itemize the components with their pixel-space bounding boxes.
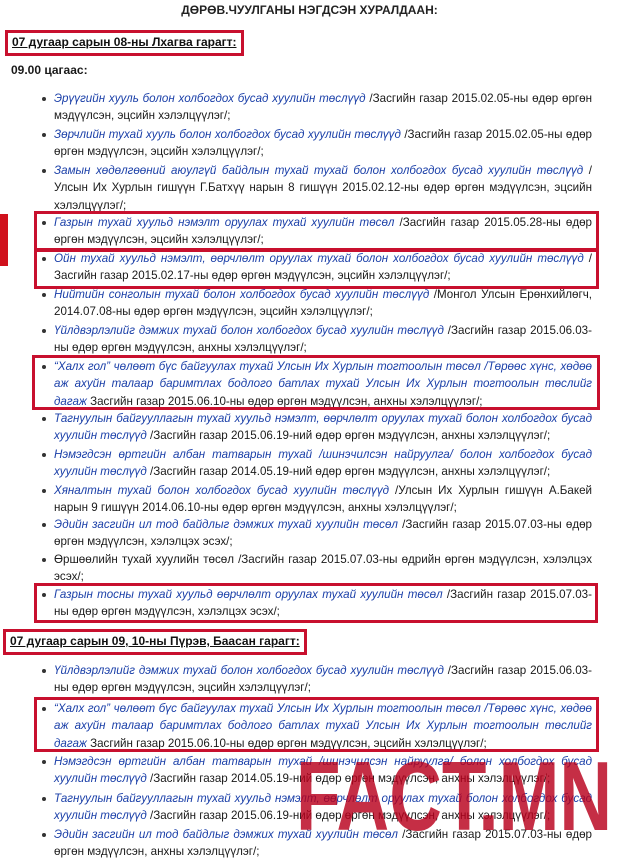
agenda-item bbox=[54, 214, 592, 249]
session-heading-2: 07 дугаар сарын 09, 10-ны Пүрэв, Баасан гарагт: bbox=[3, 629, 307, 655]
bill-details: /Засгийн газар 2015.02.05-ны өдөр өргөн мэдүүлсэн, эцсийн хэлэлцүүлэг/; bbox=[54, 92, 592, 123]
bill-link[interactable]: Тагнуулын байгууллагын тухай хуульд нэмэлт, өөрчлөлт оруулах тухай болон холбогдох бусад хуулийн төслүүд bbox=[54, 792, 592, 823]
bill-details: /Засгийн газар 2015.02.17-ны өдөр өргөн мэдүүлсэн, эцсийн хэлэлцүүлэг/; bbox=[54, 252, 592, 283]
bullet-icon bbox=[42, 523, 46, 527]
agenda-item bbox=[54, 90, 592, 125]
bill-link[interactable]: “Халх гол” чөлөөт бүс байгуулах тухай Улсын Их Хурлын тогтоолын төсөл /Төрөөс хүнс, хөдөө аж ахуйн талаар баримтлах бодлого батлах тухай Улсын Их Хурлын тогтоолын төслийг дагаж bbox=[54, 360, 592, 408]
bill-details: /Улсын Их Хурлын гишүүн А.Бакей нарын 9 гишүүн 2014.06.10-ны өдөр өргөн мэдүүлсэн, анхны хэлэлцүүлэг/; bbox=[54, 484, 592, 515]
agenda-item bbox=[54, 286, 592, 321]
bill-details: Засгийн газар 2015.06.10-ны өдөр өргөн мэдүүлсэн, эцсийн хэлэлцүүлэг/; bbox=[86, 736, 487, 750]
watermark-text: FACT.MN bbox=[296, 741, 612, 838]
bill-details: /Засгийн газар 2015.05.28-ны өдөр өргөн мэдүүлсэн, эцсийн хэлэлцүүлэг/; bbox=[54, 216, 592, 247]
bill-details: /Засгийн газар 2015.07.03-ны өдөр өргөн мэдүүлсэн, анхны хэлэлцүүлэг/; bbox=[54, 828, 592, 859]
bullet-icon bbox=[42, 329, 46, 333]
bill-details: /Засгийн газар 2015.07.03-ны өдөр өргөн мэдүүлсэн, хэлэлцэх эсэх/; bbox=[54, 518, 592, 549]
bill-details: /Засгийн газар 2015.02.05-ны өдөр өргөн мэдүүлсэн, эцсийн хэлэлцүүлэг/; bbox=[54, 128, 592, 159]
bill-link[interactable]: Эдийн засгийн ил тод байдлыг дэмжих тухай хуулийн төсөл bbox=[54, 518, 398, 531]
bill-details: /Засгийн газар 2014.05.19-ний өдөр өргөн мэдүүлсэн, анхны хэлэлцүүлэг/; bbox=[146, 465, 551, 479]
bullet-icon bbox=[42, 293, 46, 297]
side-marker bbox=[0, 214, 8, 266]
agenda-item bbox=[54, 662, 592, 697]
bill-link[interactable]: Эдийн засгийн ил тод байдлыг дэмжих тухай хуулийн төсөл bbox=[54, 828, 398, 841]
agenda-item bbox=[54, 516, 592, 551]
bill-details: /Засгийн газар 2015.06.03-ны өдөр өргөн мэдүүлсэн, эцсийн хэлэлцүүлэг/; bbox=[54, 664, 592, 695]
bill-link[interactable]: Нэмэгдсэн өртгийн албан татварын тухай /шинэчилсэн найруулга/ болон холбогдох бусад хуулийн төслүүд bbox=[54, 755, 592, 786]
bullet-icon bbox=[42, 365, 46, 369]
bill-link[interactable]: Нэмэгдсэн өртгийн албан татварын тухай /шинэчилсэн найруулга/ болон холбогдох бусад хуулийн төслүүд bbox=[54, 448, 592, 479]
bill-details: /Засгийн газар 2015.06.03-ны өдөр өргөн мэдүүлсэн, анхны хэлэлцүүлэг/; bbox=[54, 324, 592, 355]
bullet-icon bbox=[42, 833, 46, 837]
bill-link[interactable]: Газрын тухай хуульд нэмэлт оруулах тухай хуулийн төсөл bbox=[54, 216, 395, 229]
watermark-icon bbox=[290, 738, 619, 838]
agenda-item bbox=[54, 358, 592, 410]
bullet-icon bbox=[42, 760, 46, 764]
time-label: 09.00 цагаас: bbox=[11, 63, 88, 77]
bill-details: /Улсын Их Хурлын гишүүн Г.Батхүү нарын 8 гишүүн 2015.02.12-ны өдөр өргөн мэдүүлсэн, эцсийн хэлэлцүүлэг/; bbox=[54, 164, 592, 212]
bill-details: /Засгийн газар 2015.06.19-ний өдөр өргөн мэдүүлсэн, анхны хэлэлцүүлэг/; bbox=[146, 429, 551, 443]
bill-link[interactable]: Үйлдвэрлэлийг дэмжих тухай болон холбогдох бусад хуулийн төслүүд bbox=[54, 324, 444, 337]
main-title: ДӨРӨВ.ЧУУЛГАНЫ НЭГДСЭН ХУРАЛДААН: bbox=[181, 3, 438, 17]
bill-details: /Засгийн газар 2015.06.19-ний өдөр өргөн мэдүүлсэн, анхны хэлэлцүүлэг/; bbox=[146, 809, 551, 823]
bill-details: Өршөөлийн тухай хуулийн төсөл /Засгийн газар 2015.07.03-ны өдрийн өргөн мэдүүлсэн, хэлэлцэх эсэх/; bbox=[54, 553, 592, 584]
bill-link[interactable]: Газрын тосны тухай хуульд өөрчлөлт оруулах тухай хуулийн төсөл bbox=[54, 588, 443, 601]
bill-details: /Монгол Улсын Ерөнхийлөгч, 2014.07.08-ны өдөр өргөн мэдүүлсэн, эцсийн хэлэлцүүлэг/; bbox=[54, 288, 592, 319]
bill-link[interactable]: Ойн тухай хуульд нэмэлт, өөрчлөлт оруулах тухай болон холбогдох бусад хуулийн төслүүд bbox=[54, 252, 584, 265]
bullet-icon bbox=[42, 417, 46, 421]
agenda-item bbox=[54, 482, 592, 517]
bullet-icon bbox=[42, 221, 46, 225]
bill-details: /Засгийн газар 2015.07.03-ны өдөр өргөн мэдүүлсэн, хэлэлцэх эсэх/; bbox=[54, 588, 592, 619]
bullet-icon bbox=[42, 133, 46, 137]
agenda-item bbox=[54, 322, 592, 357]
bullet-icon bbox=[42, 453, 46, 457]
bullet-icon bbox=[42, 169, 46, 173]
bill-link[interactable]: Үйлдвэрлэлийг дэмжих тухай болон холбогдох бусад хуулийн төслүүд bbox=[54, 664, 444, 677]
bullet-icon bbox=[42, 489, 46, 493]
agenda-item bbox=[54, 586, 592, 621]
agenda-item bbox=[54, 126, 592, 161]
bullet-icon bbox=[42, 97, 46, 101]
bill-details: /Засгийн газар 2014.05.19-ний өдөр өргөн мэдүүлсэн, анхны хэлэлцүүлэг/; bbox=[146, 772, 551, 786]
bill-link[interactable]: Тагнуулын байгууллагын тухай хуульд нэмэлт, өөрчлөлт оруулах тухай болон холбогдох бусад хуулийн төслүүд bbox=[54, 412, 592, 443]
agenda-item bbox=[54, 551, 592, 586]
bullet-icon bbox=[42, 707, 46, 711]
bill-link[interactable]: Эрүүгийн хууль болон холбогдох бусад хуулийн төслүүд bbox=[54, 92, 366, 105]
bill-link[interactable]: “Халх гол” чөлөөт бүс байгуулах тухай Улсын Их Хурлын тогтоолын төсөл /Төрөөс хүнс, хөдөө аж ахуйн талаар баримтлах бодлого батлах тухай Улсын Их Хурлын тогтоолын төслийг дагаж bbox=[54, 702, 592, 750]
bullet-icon bbox=[42, 669, 46, 673]
bill-link[interactable]: Замын хөдөлгөөний аюулгүй байдлын тухай тухай болон холбогдох бусад хуулийн төслүүд bbox=[54, 164, 584, 177]
watermark-logo bbox=[290, 738, 619, 838]
agenda-item bbox=[54, 446, 592, 481]
bullet-icon bbox=[42, 257, 46, 261]
bill-link[interactable]: Нийтийн сонголын тухай болон холбогдох бусад хуулийн төслүүд bbox=[54, 288, 430, 301]
bullet-icon bbox=[42, 558, 46, 562]
agenda-item bbox=[54, 410, 592, 445]
bill-details: Засгийн газар 2015.06.10-ны өдөр өргөн мэдүүлсэн, анхны хэлэлцүүлэг/; bbox=[86, 394, 483, 408]
bill-link[interactable]: Зөрчлийн тухай хууль болон холбогдох бусад хуулийн төслүүд bbox=[54, 128, 401, 141]
agenda-item bbox=[54, 250, 592, 285]
bullet-icon bbox=[42, 593, 46, 597]
bullet-icon bbox=[42, 797, 46, 801]
session-heading-1: 07 дугаар сарын 08-ны Лхагва гарагт: bbox=[5, 30, 244, 56]
bill-link[interactable]: Хяналтын тухай болон холбогдох бусад хуулийн төслүүд bbox=[54, 484, 390, 497]
agenda-item bbox=[54, 162, 592, 214]
